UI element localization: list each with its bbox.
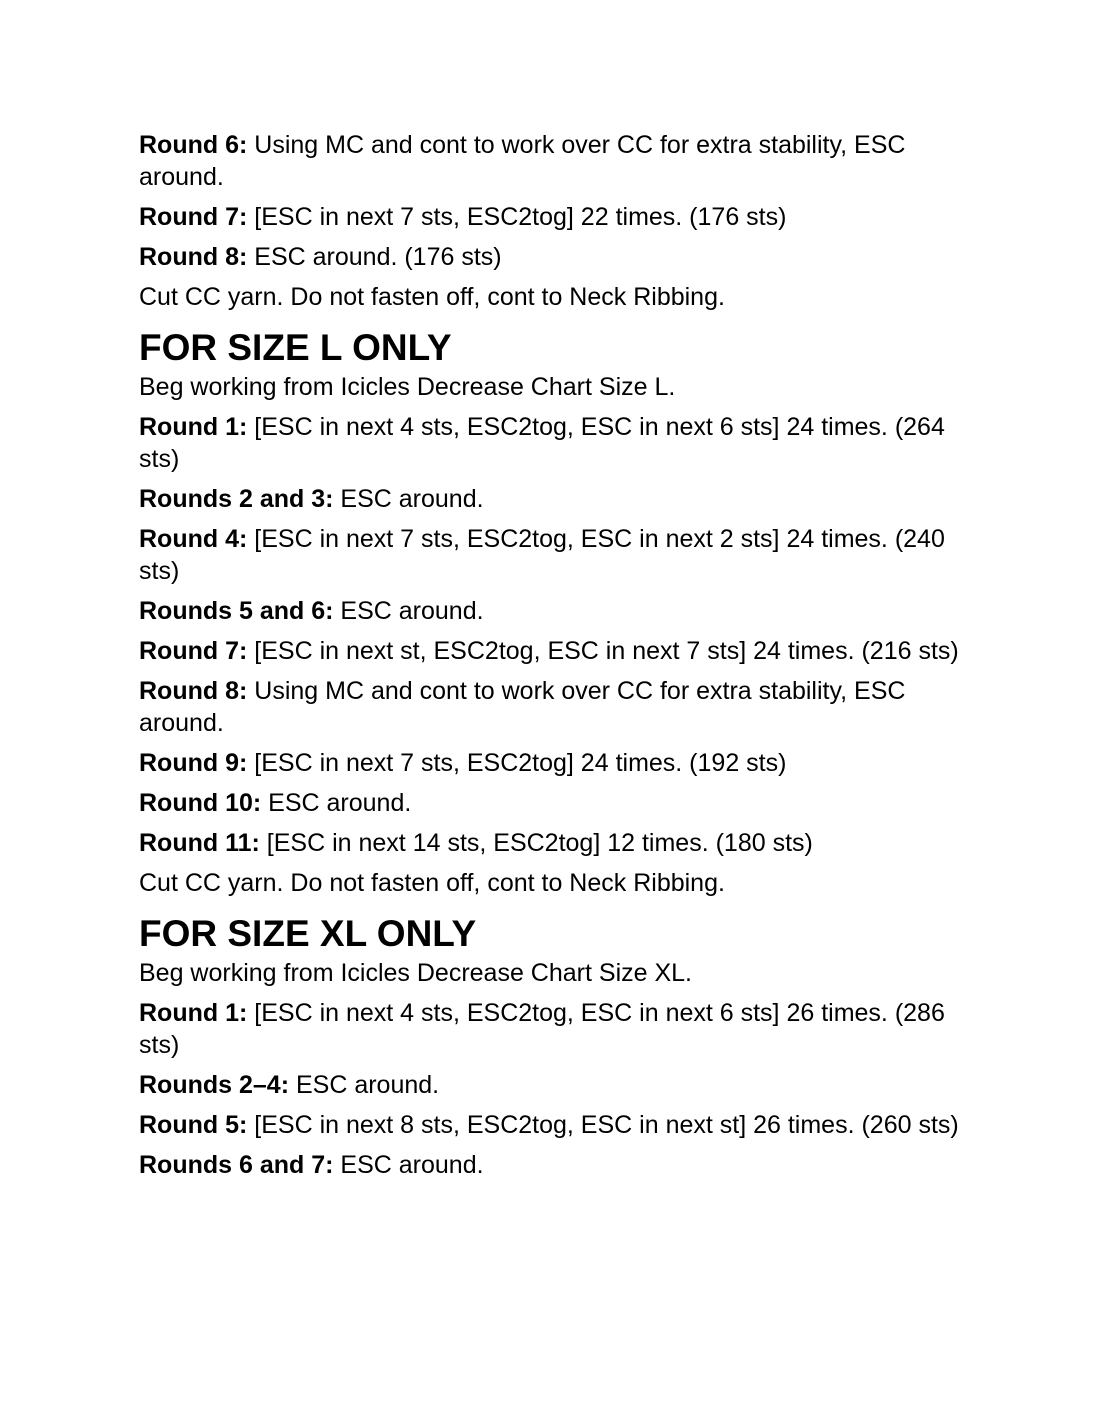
round-text: ESC around. (176 sts): [247, 243, 502, 271]
instruction-round-8: [139, 675, 959, 739]
instruction-round-8: [139, 241, 959, 273]
round-label: Rounds 5 and 6:: [139, 597, 334, 625]
instruction-text: Cut CC yarn. Do not fasten off, cont to Neck Ribbing.: [139, 283, 725, 311]
instruction-text: Cut CC yarn. Do not fasten off, cont to Neck Ribbing.: [139, 869, 725, 897]
document-page: [139, 129, 959, 1189]
round-label: Round 11:: [139, 829, 260, 857]
round-text: Using MC and cont to work over CC for extra stability, ESC around.: [139, 131, 906, 191]
round-label: Round 7:: [139, 203, 248, 231]
round-text: [ESC in next 7 sts, ESC2tog] 24 times. (192 sts): [247, 749, 787, 777]
round-label: Rounds 2 and 3:: [139, 485, 334, 513]
instruction-round-7: [139, 201, 959, 233]
round-text: ESC around.: [333, 1151, 484, 1179]
instruction-cut-yarn: [139, 867, 959, 899]
round-label: Round 10:: [139, 789, 262, 817]
round-label: Round 7:: [139, 637, 248, 665]
round-text: ESC around.: [289, 1071, 440, 1099]
round-text: [ESC in next 4 sts, ESC2tog, ESC in next 6 sts] 24 times. (264 sts): [139, 413, 945, 473]
instruction-round-1: [139, 411, 959, 475]
instruction-round-11: [139, 827, 959, 859]
round-label: Round 9:: [139, 749, 248, 777]
instruction-chart-note: [139, 957, 959, 989]
round-label: Rounds 6 and 7:: [139, 1151, 334, 1179]
instruction-rounds-2-3: [139, 483, 959, 515]
instruction-rounds-6-7: [139, 1149, 959, 1181]
round-text: [ESC in next 7 sts, ESC2tog, ESC in next 2 sts] 24 times. (240 sts): [139, 525, 945, 585]
section-heading-size-xl: FOR SIZE XL ONLY: [139, 913, 477, 954]
round-text: ESC around.: [261, 789, 412, 817]
round-text: [ESC in next 7 sts, ESC2tog] 22 times. (176 sts): [247, 203, 787, 231]
round-label: Rounds 2–4:: [139, 1071, 290, 1099]
instruction-round-7: [139, 635, 959, 667]
round-text: [ESC in next 4 sts, ESC2tog, ESC in next 6 sts] 26 times. (286 sts): [139, 999, 945, 1059]
instruction-text: Beg working from Icicles Decrease Chart Size L.: [139, 373, 676, 401]
round-label: Round 8:: [139, 677, 248, 705]
instruction-round-10: [139, 787, 959, 819]
instruction-chart-note: [139, 371, 959, 403]
round-label: Round 4:: [139, 525, 248, 553]
instruction-round-9: [139, 747, 959, 779]
round-label: Round 6:: [139, 131, 248, 159]
instruction-rounds-5-6: [139, 595, 959, 627]
round-label: Round 5:: [139, 1111, 248, 1139]
instruction-rounds-2-4: [139, 1069, 959, 1101]
instruction-round-5: [139, 1109, 959, 1141]
section-heading-size-l: FOR SIZE L ONLY: [139, 327, 452, 368]
round-label: Round 8:: [139, 243, 248, 271]
instruction-text: Beg working from Icicles Decrease Chart Size XL.: [139, 959, 692, 987]
round-text: ESC around.: [333, 485, 484, 513]
round-text: ESC around.: [333, 597, 484, 625]
instruction-cut-yarn: [139, 281, 959, 313]
round-label: Round 1:: [139, 413, 248, 441]
instruction-round-6: [139, 129, 959, 193]
round-text: [ESC in next 14 sts, ESC2tog] 12 times. (180 sts): [259, 829, 813, 857]
instruction-round-1: [139, 997, 959, 1061]
round-label: Round 1:: [139, 999, 248, 1027]
instruction-round-4: [139, 523, 959, 587]
round-text: Using MC and cont to work over CC for extra stability, ESC around.: [139, 677, 906, 737]
round-text: [ESC in next st, ESC2tog, ESC in next 7 sts] 24 times. (216 sts): [247, 637, 959, 665]
round-text: [ESC in next 8 sts, ESC2tog, ESC in next st] 26 times. (260 sts): [247, 1111, 959, 1139]
